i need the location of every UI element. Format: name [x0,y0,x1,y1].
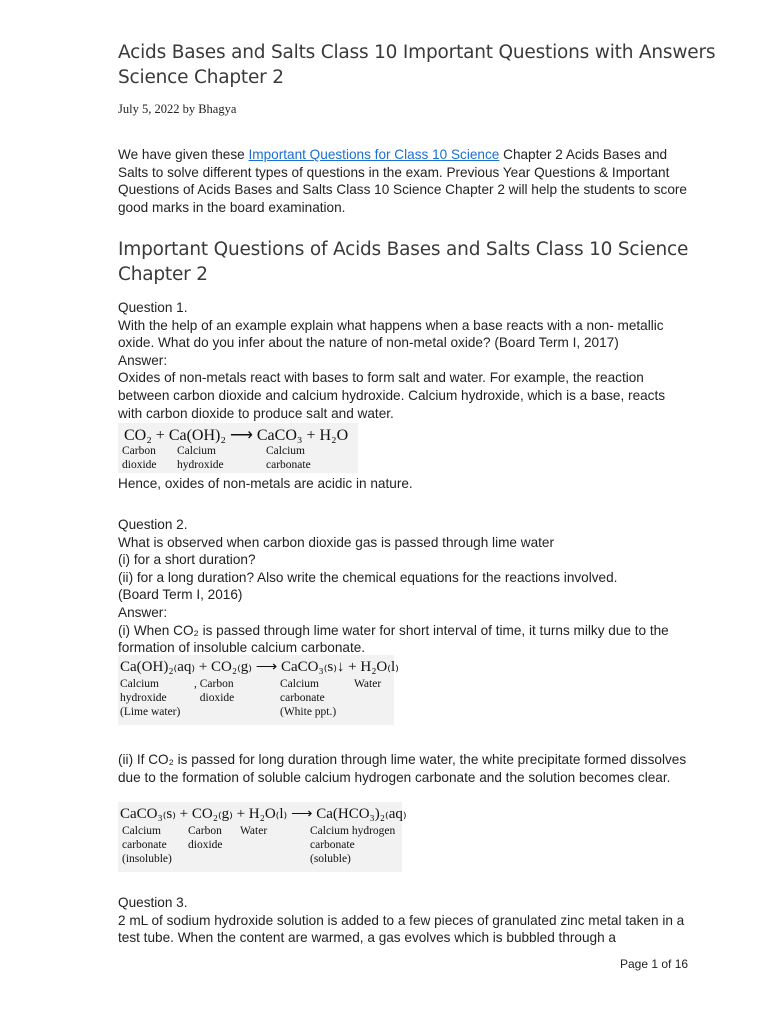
equation-3-label-water: Water [240,825,268,837]
equation-2-label-water: Water [354,678,382,690]
equation-2-image [118,655,399,725]
section-heading: Important Questions of Acids Bases and Salts Class 10 Science Chapter 2 [118,239,689,285]
equation-2-label-calcium-carbonate: Calcium carbonate (White ppt.) [280,678,337,718]
question-1-label: Question 1. [118,300,188,315]
question-2-answer-label: Answer: [118,604,168,620]
intro-paragraph [118,146,692,216]
page-number: Page 1 of 16 [620,957,689,971]
question-1-answer-label: Answer: [118,352,168,368]
equation-2-label-calcium-hydroxide: Calcium hydroxide (Lime water) [120,678,181,718]
question-1-text: With the help of an example explain what happens when a base reacts with a non- metallic oxide. What do you infer about the nature of non-metal oxide? (Board Term I, 2017) [118,317,664,351]
equation-2: Ca(OH)₂₍aq₎ + CO₂₍g₎ ⟶ CaCO₃₍s₎↓ + H₂O₍l₎ [120,659,399,675]
intro-after: Chapter 2 Acids Bases and Salts to solve different types of questions in the exam. Previous Year Questions & Important Questions of Acids Bases and Salts Class 10 Science Chapter 2 will help the students to score good marks in the board examination. [118,147,687,215]
equation-3-label-calcium-carbonate: Calcium carbonate (insoluble) [122,825,172,865]
question-1-conclusion: Hence, oxides of non-metals are acidic in nature. [118,476,413,491]
question-2-answer-1: (i) When CO₂ is passed through lime water for short interval of time, it turns milky due to the formation of insoluble calcium carbonate. [118,622,669,656]
question-1-answer: Oxides of non-metals react with bases to form salt and water. For example, the reaction between carbon dioxide and calcium hydroxide. Calcium hydroxide, which is a base, reacts with carbon dioxide to produce salt and water. [118,370,666,421]
article-title: Acids Bases and Salts Class 10 Important Questions with Answers Science Chapter 2 [118,42,716,88]
equation-1-label-carbon-dioxide: Carbon dioxide [122,445,157,471]
question-2-text: What is observed when carbon dioxide gas is passed through lime water [118,534,554,550]
equation-3-label-carbon-dioxide: Carbon dioxide [188,825,223,851]
question-3-label: Question 3. [118,895,188,910]
article-meta: July 5, 2022 by Bhagya [118,102,237,116]
question-1 [118,299,692,422]
equation-1-label-calcium-hydroxide: Calcium hydroxide [177,445,224,471]
question-2-part-1: (i) for a short duration? [118,552,256,568]
equation-3-image [118,802,407,872]
question-2-answer-2: (ii) If CO₂ is passed for long duration through lime water, the white precipitate formed dissolves due to the formation of soluble calcium hydrogen carbonate and the solution becomes clear. [118,752,687,785]
equation-2-label-carbon-dioxide: , Carbon dioxide [194,678,235,704]
equation-3-label-calcium-hydrogen-carbonate: Calcium hydrogen carbonate (soluble) [310,825,396,865]
question-3-text: 2 mL of sodium hydroxide solution is added to a few pieces of granulated zinc metal taken in a test tube. When the content are warmed, a gas evolves which is bubbled through a [118,912,685,946]
important-questions-link[interactable]: Important Questions for Class 10 Science [248,147,500,162]
intro-before: We have given these [118,147,249,162]
equation-1: CO₂ + Ca(OH)₂ ⟶ CaCO₃ + H₂O [124,427,349,444]
equation-1-label-calcium-carbonate: Calcium carbonate [266,445,311,471]
question-2-source: (Board Term I, 2016) [118,587,243,603]
equation-3: CaCO₃₍s₎ + CO₂₍g₎ + H₂O₍l₎ ⟶ Ca(HCO₃)₂₍aq₎ [120,806,407,822]
question-3 [118,894,692,947]
question-2-part-2: (ii) for a long duration? Also write the chemical equations for the reactions involved. [118,569,618,585]
question-2 [118,516,692,657]
equation-1-image [118,423,358,473]
question-2-label: Question 2. [118,517,188,532]
